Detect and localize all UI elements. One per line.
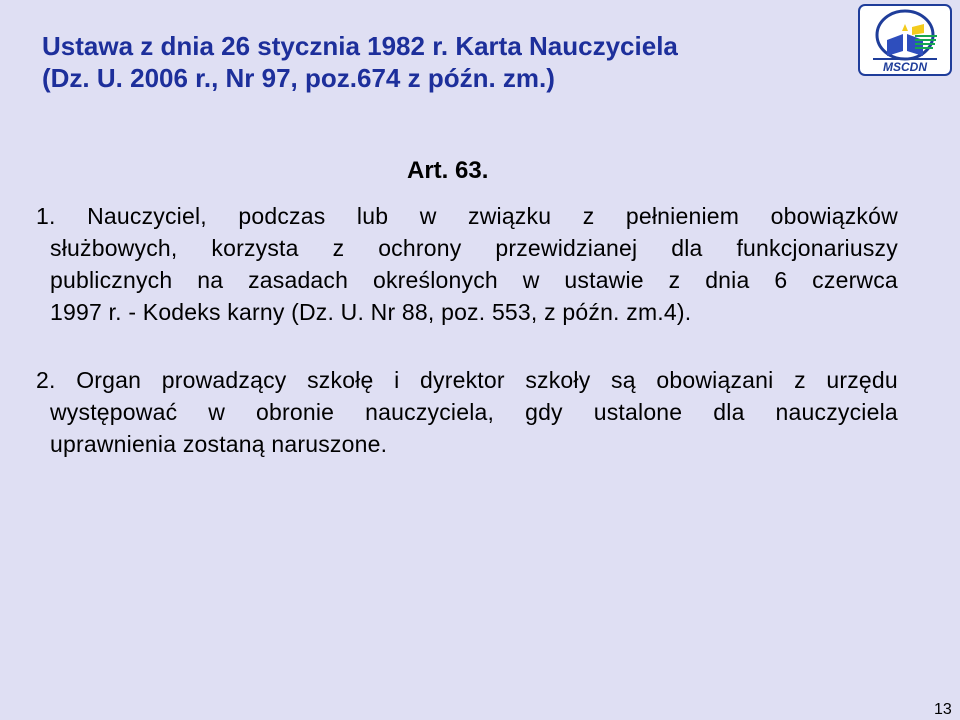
word: 1. [36, 203, 56, 229]
word: 2. [36, 367, 56, 393]
article-heading: Art. 63. [407, 157, 489, 184]
word: prowadzący [161, 367, 287, 393]
word: dnia [705, 267, 750, 293]
word: występować [50, 399, 178, 425]
paragraph-line [36, 200, 898, 232]
word: obronie [256, 399, 335, 425]
word: obowiązani [656, 367, 774, 393]
mscdn-logo [858, 4, 952, 76]
document-title [42, 30, 822, 94]
word: czerwca [812, 267, 898, 293]
word: Organ [76, 367, 142, 393]
word: określonych [372, 267, 498, 293]
word: 6 [774, 267, 788, 293]
word: nauczyciela [775, 399, 898, 425]
logo-text: MSCDN [883, 60, 927, 74]
word: urzędu [826, 367, 898, 393]
title-line-1: Ustawa z dnia 26 stycznia 1982 r. Karta Nauczyciela [42, 31, 678, 61]
paragraph-line [36, 364, 898, 396]
paragraph-line [50, 264, 898, 296]
word: funkcjonariuszy [736, 235, 898, 261]
word: i [394, 367, 400, 393]
word: na [197, 267, 224, 293]
word: Nauczyciel, [87, 203, 207, 229]
word: z [668, 267, 681, 293]
word: z [582, 203, 595, 229]
word: pełnieniem [625, 203, 740, 229]
word: są [611, 367, 636, 393]
word: służbowych, [50, 235, 178, 261]
line-text: 1997 r. - Kodeks karny (Dz. U. Nr 88, poz. 553, z późn. zm.4). [50, 299, 692, 325]
word: przewidzianej [495, 235, 638, 261]
word: publicznych [50, 267, 173, 293]
word: gdy [525, 399, 563, 425]
title-line-2: (Dz. U. 2006 r., Nr 97, poz.674 z późn. zm.) [42, 63, 555, 93]
word: korzysta [211, 235, 299, 261]
paragraph-line [50, 428, 387, 460]
word: podczas [238, 203, 326, 229]
word: dyrektor [420, 367, 505, 393]
word: szkoły [525, 367, 591, 393]
word: nauczyciela, [365, 399, 495, 425]
paragraph-line [50, 396, 898, 428]
page-number: 13 [934, 701, 952, 718]
word: w [522, 267, 540, 293]
word: lub [356, 203, 389, 229]
line-text: uprawnienia zostaną naruszone. [50, 431, 388, 457]
word: ustalone [593, 399, 683, 425]
word: ustawie [564, 267, 644, 293]
word: z [332, 235, 345, 261]
word: obowiązków [770, 203, 898, 229]
word: dla [713, 399, 745, 425]
word: ochrony [378, 235, 462, 261]
word: szkołę [307, 367, 374, 393]
paragraph-line [50, 296, 691, 328]
word: w [419, 203, 437, 229]
word: z [794, 367, 806, 393]
word: dla [671, 235, 703, 261]
word: związku [468, 203, 552, 229]
word: zasadach [248, 267, 349, 293]
word: w [208, 399, 226, 425]
paragraph-line [50, 232, 898, 264]
